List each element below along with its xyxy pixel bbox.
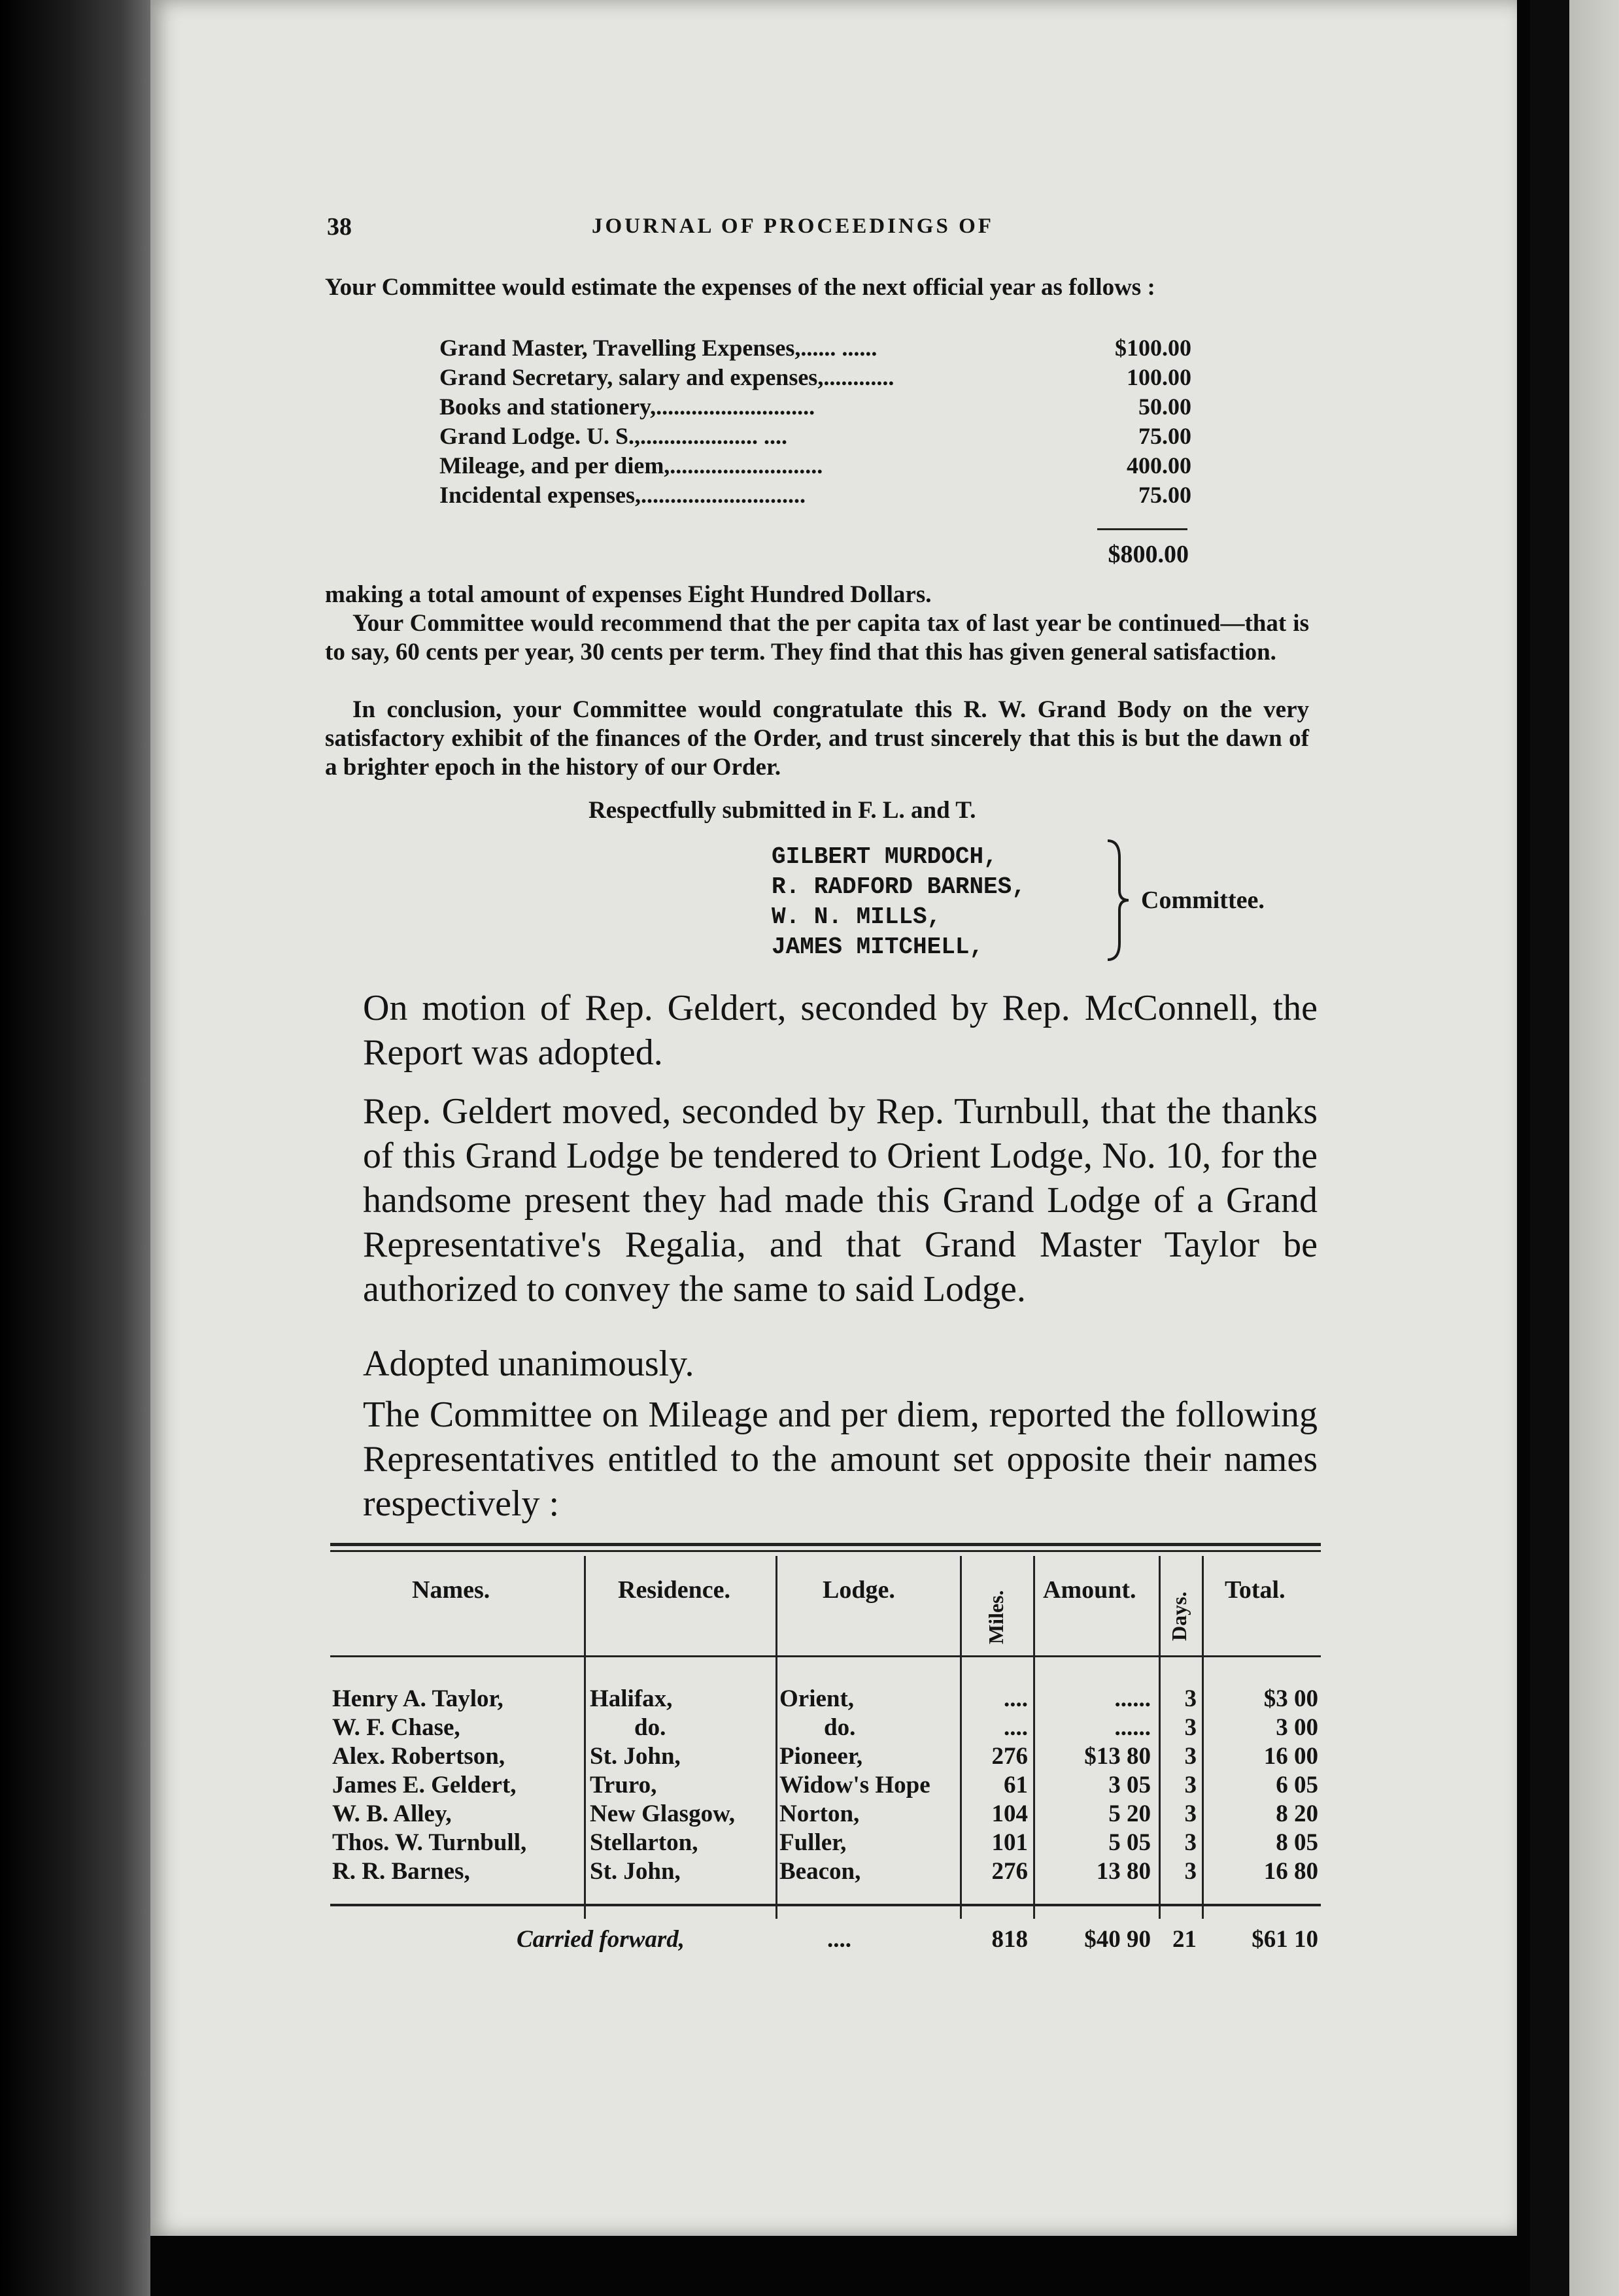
estimate-item-label: Grand Lodge. U. S.,.................... .... [439,423,788,449]
table-top-rule [330,1543,1321,1552]
column-divider [775,1556,777,1919]
cell-total: 16 00 [1263,1743,1318,1770]
cell-days: 3 [1184,1800,1197,1827]
cell-lodge: Widow's Hope [779,1772,930,1798]
estimate-item-amount: 50.00 [1138,394,1191,420]
estimate-item-label: Mileage, and per diem,.......................... [439,452,823,479]
cell-total: 8 05 [1276,1829,1318,1856]
cell-name: Thos. W. Turnbull, [332,1829,527,1856]
estimate-item [439,333,1191,363]
running-title: JOURNAL OF PROCEEDINGS OF [592,214,994,238]
table-total-rule [330,1904,1321,1906]
estimate-item-label: Grand Secretary, salary and expenses,............ [439,364,895,390]
paragraph-thanks-motion: Rep. Geldert moved, seconded by Rep. Turnbull, that the thanks of this Grand Lodge be tendered to Orient Lodge, No. 10, for the handsome present they had made this Grand Lodge of a Grand Representative's Regalia, and that Grand Master Taylor be authorized to convey the same to said Lodge. [363,1091,1318,1309]
estimate-total: $800.00 [1108,541,1189,568]
page-number: 38 [327,213,352,241]
estimate-item-amount: 75.00 [1138,482,1191,508]
cell-amount: 5 20 [1108,1800,1151,1827]
paragraph-motion-adopted: On motion of Rep. Geldert, seconded by Rep. McConnell, the Report was adopted. [363,988,1318,1073]
cell-miles: .... [1004,1685,1028,1712]
paragraph-total-expenses: making a total amount of expenses Eight Hundred Dollars. [325,581,932,608]
footer-amount: $40 90 [1084,1926,1151,1953]
cell-amount: 3 05 [1108,1772,1151,1798]
committee-member: JAMES MITCHELL, [772,934,984,960]
cell-lodge: Beacon, [779,1858,861,1885]
cell-miles: 101 [991,1829,1028,1856]
cell-miles: 276 [991,1743,1028,1770]
cell-days: 3 [1184,1829,1197,1856]
column-header-days: Days. [1167,1591,1191,1641]
cell-total: 3 00 [1276,1714,1318,1741]
committee-member: W. N. MILLS, [772,903,942,930]
cell-lodge: do. [824,1714,856,1741]
cell-miles: 61 [1004,1772,1028,1798]
cell-residence: Halifax, [590,1685,673,1712]
cell-days: 3 [1184,1772,1197,1798]
cell-lodge: Norton, [779,1800,860,1827]
paragraph-adopted-unanimously: Adopted unanimously. [363,1343,694,1384]
estimate-item-label: Grand Master, Travelling Expenses,...... ...... [439,335,878,361]
cell-total: 6 05 [1276,1772,1318,1798]
cell-lodge: Fuller, [779,1829,847,1856]
paragraph-mileage-report: The Committee on Mileage and per diem, reported the following Representatives entitled to the amount set opposite their names respectively : [363,1394,1318,1524]
estimate-item-amount: $100.00 [1115,335,1191,361]
paragraph-conclusion: In conclusion, your Committee would congratulate this R. W. Grand Body on the very satisfactory exhibit of the finances of the Order, and trust sincerely that this is but the dawn of a brighter epoch in the history of our Order. [325,696,1309,781]
estimate-item-label: Books and stationery,........................... [439,394,815,420]
estimate-item [439,363,1191,392]
cell-residence: Truro, [590,1772,657,1798]
cell-days: 3 [1184,1858,1197,1885]
committee-member: GILBERT MURDOCH, [772,843,998,870]
committee-names [772,842,1026,962]
brace-icon [1105,838,1131,962]
footer-total: $61 10 [1252,1926,1318,1953]
column-divider [1159,1556,1161,1919]
column-divider [1202,1556,1204,1919]
cell-days: 3 [1184,1714,1197,1741]
estimate-item [439,392,1191,422]
cell-days: 3 [1184,1685,1197,1712]
cell-miles: 276 [991,1858,1028,1885]
footer-days: 21 [1172,1926,1197,1953]
estimate-list [439,333,1191,510]
estimate-intro: Your Committee would estimate the expenses of the next official year as follows : [325,274,1155,301]
adjacent-page-edge [1530,0,1619,2296]
cell-name: W. B. Alley, [332,1800,452,1827]
cell-amount: 13 80 [1096,1858,1151,1885]
paragraph-per-capita: Your Committee would recommend that the per capita tax of last year be continued—that is to say, 60 cents per year, 30 cents per term. They find that this has given general satisfaction. [325,610,1309,666]
cell-residence: New Glasgow, [590,1800,735,1827]
column-divider [1033,1556,1035,1919]
cell-total: 8 20 [1276,1800,1318,1827]
estimate-item-label: Incidental expenses,............................ [439,482,806,508]
estimate-item [439,422,1191,451]
estimate-item-amount: 400.00 [1127,452,1191,479]
cell-amount: ...... [1114,1714,1151,1741]
carried-forward-label: Carried forward, [517,1926,685,1953]
cell-residence: do. [634,1714,666,1741]
committee-label: Committee. [1141,886,1265,914]
cell-days: 3 [1184,1743,1197,1770]
cell-amount: ...... [1114,1685,1151,1712]
cell-name: Henry A. Taylor, [332,1685,503,1712]
book-spine-shadow [0,0,150,2296]
column-header-lodge: Lodge. [823,1576,895,1604]
cell-amount: 5 05 [1108,1829,1151,1856]
cell-residence: St. John, [590,1743,681,1770]
cell-total: 16 80 [1263,1858,1318,1885]
column-header-residence: Residence. [618,1576,731,1604]
cell-residence: St. John, [590,1858,681,1885]
footer-lodge-dots: .... [827,1926,851,1953]
estimate-item-amount: 75.00 [1138,423,1191,449]
column-header-amount: Amount. [1043,1576,1136,1604]
committee-member: R. RADFORD BARNES, [772,873,1026,900]
estimate-total-rule [1097,528,1187,530]
estimate-item [439,451,1191,481]
estimate-item-amount: 100.00 [1127,364,1191,390]
cell-amount: $13 80 [1084,1743,1151,1770]
column-divider [960,1556,962,1919]
cell-name: James E. Geldert, [332,1772,517,1798]
cell-name: Alex. Robertson, [332,1743,505,1770]
column-divider [584,1556,586,1919]
footer-miles: 818 [991,1926,1028,1953]
cell-miles: 104 [991,1800,1028,1827]
cell-total: $3 00 [1263,1685,1318,1712]
cell-name: R. R. Barnes, [332,1858,470,1885]
signature-closing: Respectfully submitted in F. L. and T. [588,797,976,824]
cell-lodge: Pioneer, [779,1743,863,1770]
cell-lodge: Orient, [779,1685,855,1712]
cell-miles: .... [1004,1714,1028,1741]
column-header-miles: Miles. [984,1590,1008,1644]
column-header-names: Names. [412,1576,490,1604]
cell-name: W. F. Chase, [332,1714,460,1741]
table-header-rule [330,1655,1321,1657]
estimate-item [439,481,1191,510]
column-header-total: Total. [1225,1576,1286,1604]
cell-residence: Stellarton, [590,1829,698,1856]
